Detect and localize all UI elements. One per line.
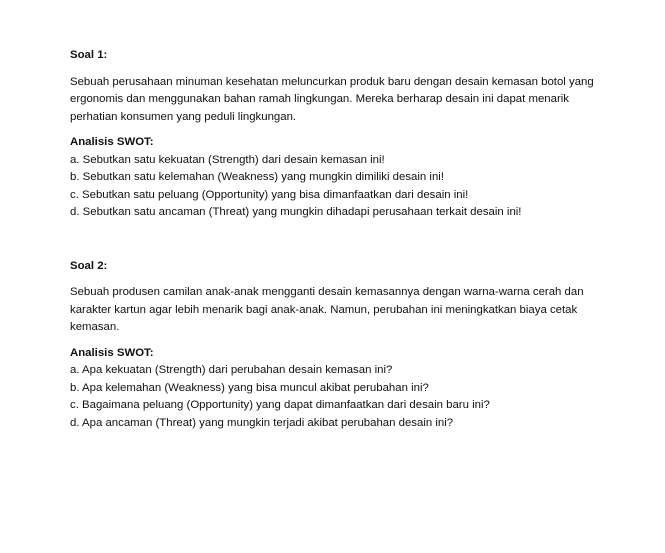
question-item: a. Sebutkan satu kekuatan (Strength) dari desain kemasan ini!: [70, 153, 385, 166]
question-item: a. Apa kekuatan (Strength) dari perubahan desain kemasan ini?: [70, 364, 393, 376]
soal-2-paragraph: [70, 284, 630, 337]
soal-2-title: Soal 2:: [70, 259, 108, 272]
soal-1-analysis-heading: Analisis SWOT:: [70, 136, 154, 148]
soal-2-analysis-heading: Analisis SWOT:: [70, 346, 154, 359]
soal-1-paragraph: [70, 74, 630, 127]
document-page: [70, 47, 630, 432]
paragraph-line: perhatian konsumen yang peduli lingkungan.: [70, 110, 297, 123]
question-item: b. Sebutkan satu kelemahan (Weakness) yang mungkin dimiliki desain ini!: [70, 171, 444, 183]
question-item: d. Sebutkan satu ancaman (Threat) yang mungkin dihadapi perusahaan terkait desain ini!: [70, 206, 522, 218]
question-item: c. Sebutkan satu peluang (Opportunity) yang bisa dimanfaatkan dari desain ini!: [70, 188, 469, 201]
paragraph-line: Sebuah produsen camilan anak-anak mengganti desain kemasannya dengan warna-warna cerah dan: [70, 286, 584, 298]
soal-1-title: Soal 1:: [70, 49, 108, 61]
paragraph-line: Sebuah perusahaan minuman kesehatan meluncurkan produk baru dengan desain kemasan botol yang: [70, 75, 594, 88]
soal-1-section: [70, 47, 630, 222]
paragraph-line: ergonomis dan menggunakan bahan ramah lingkungan. Mereka berharap desain ini dapat menarik: [70, 93, 569, 105]
question-item: b. Apa kelemahan (Weakness) yang bisa muncul akibat perubahan ini?: [70, 381, 429, 394]
soal-2-question-list: [70, 362, 630, 432]
paragraph-line: karakter kartun agar lebih menarik bagi anak-anak. Namun, perubahan ini meningkatkan biaya cetak: [70, 303, 578, 316]
soal-2-section: [70, 258, 630, 433]
soal-1-question-list: [70, 152, 630, 222]
question-item: d. Apa ancaman (Threat) yang mungkin terjadi akibat perubahan desain ini?: [70, 416, 454, 429]
question-item: c. Bagaimana peluang (Opportunity) yang dapat dimanfaatkan dari desain baru ini?: [70, 399, 490, 411]
paragraph-line: kemasan.: [70, 321, 120, 333]
